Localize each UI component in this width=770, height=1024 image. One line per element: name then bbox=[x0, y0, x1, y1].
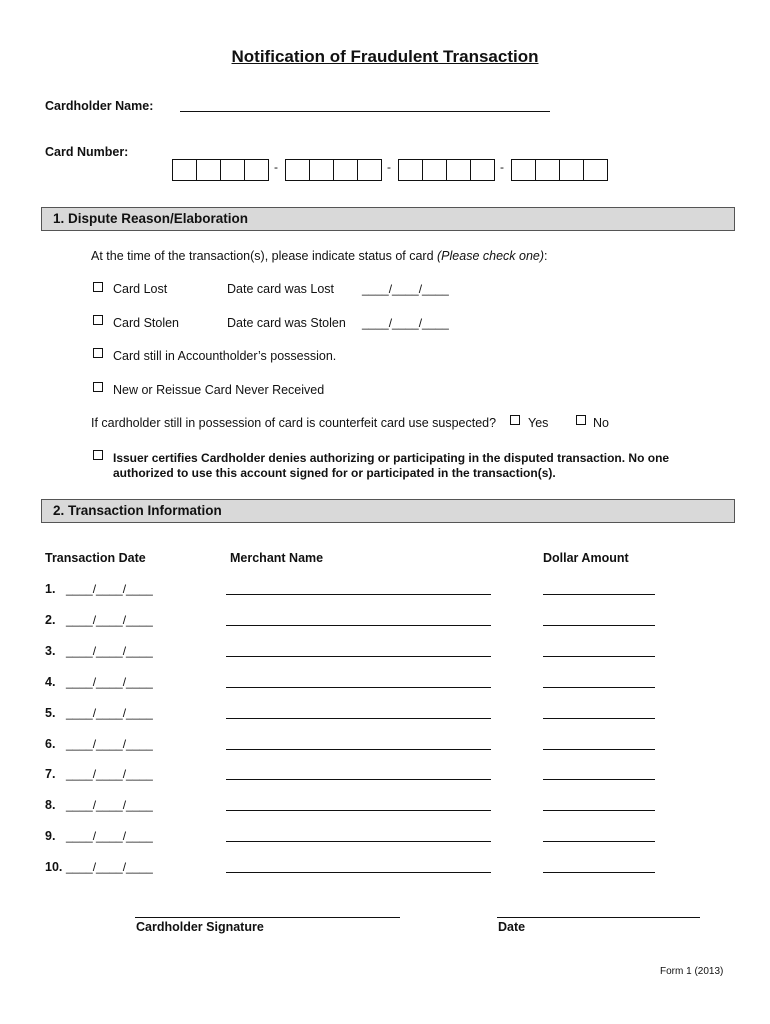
card-digit-box[interactable] bbox=[244, 159, 269, 181]
card-digit-box[interactable] bbox=[422, 159, 447, 181]
row-number: 4. bbox=[45, 675, 56, 689]
transaction-date-field[interactable]: ____/____/____ bbox=[66, 706, 153, 720]
still-in-possession-checkbox[interactable] bbox=[93, 348, 103, 358]
certification-line-2: authorized to use this account signed for or participated in the transaction(s). bbox=[113, 466, 556, 480]
card-digit-box[interactable] bbox=[220, 159, 245, 181]
never-received-checkbox[interactable] bbox=[93, 382, 103, 392]
signature-date-label: Date bbox=[498, 920, 526, 934]
card-number-label: Card Number: bbox=[45, 145, 129, 159]
dollar-amount-field[interactable] bbox=[543, 718, 655, 719]
row-number: 6. bbox=[45, 737, 56, 751]
card-digit-box[interactable] bbox=[357, 159, 382, 181]
merchant-name-field[interactable] bbox=[226, 872, 491, 873]
card-number-separator: - bbox=[274, 160, 278, 174]
intro-italic: (Please check one) bbox=[437, 249, 545, 263]
card-digit-box[interactable] bbox=[333, 159, 358, 181]
merchant-name-field[interactable] bbox=[226, 810, 491, 811]
cardholder-name-field[interactable] bbox=[180, 111, 550, 112]
column-dollar-amount: Dollar Amount bbox=[543, 551, 629, 565]
intro-suffix: : bbox=[544, 249, 548, 263]
card-number-group-2[interactable] bbox=[285, 159, 381, 181]
row-number: 8. bbox=[45, 798, 56, 812]
card-digit-box[interactable] bbox=[535, 159, 560, 181]
dollar-amount-field[interactable] bbox=[543, 810, 655, 811]
card-number-separator: - bbox=[387, 160, 391, 174]
dollar-amount-field[interactable] bbox=[543, 656, 655, 657]
dollar-amount-field[interactable] bbox=[543, 841, 655, 842]
card-digit-box[interactable] bbox=[172, 159, 197, 181]
signature-label: Cardholder Signature bbox=[136, 920, 264, 934]
counterfeit-question: If cardholder still in possession of card is counterfeit card use suspected? bbox=[91, 416, 497, 430]
card-digit-box[interactable] bbox=[446, 159, 471, 181]
transaction-date-field[interactable]: ____/____/____ bbox=[66, 737, 153, 751]
signature-date-field[interactable] bbox=[497, 917, 700, 918]
dollar-amount-field[interactable] bbox=[543, 594, 655, 595]
card-digit-box[interactable] bbox=[511, 159, 536, 181]
card-stolen-checkbox[interactable] bbox=[93, 315, 103, 325]
merchant-name-field[interactable] bbox=[226, 841, 491, 842]
dollar-amount-field[interactable] bbox=[543, 687, 655, 688]
transaction-date-field[interactable]: ____/____/____ bbox=[66, 829, 153, 843]
dollar-amount-field[interactable] bbox=[543, 779, 655, 780]
merchant-name-field[interactable] bbox=[226, 656, 491, 657]
counterfeit-no-label: No bbox=[593, 416, 609, 430]
card-number-group-3[interactable] bbox=[398, 159, 494, 181]
card-digit-box[interactable] bbox=[196, 159, 221, 181]
card-stolen-label: Card Stolen bbox=[113, 316, 180, 330]
transaction-date-field[interactable]: ____/____/____ bbox=[66, 644, 153, 658]
row-number: 2. bbox=[45, 613, 56, 627]
card-digit-box[interactable] bbox=[285, 159, 310, 181]
card-stolen-date-label: Date card was Stolen bbox=[227, 316, 346, 330]
card-status-intro bbox=[91, 249, 548, 263]
card-lost-date-field[interactable]: ____/____/____ bbox=[362, 282, 449, 296]
transaction-date-field[interactable]: ____/____/____ bbox=[66, 767, 153, 781]
transaction-date-field[interactable]: ____/____/____ bbox=[66, 798, 153, 812]
still-in-possession-label: Card still in Accountholder’s possession. bbox=[113, 349, 337, 363]
counterfeit-no-checkbox[interactable] bbox=[576, 415, 586, 425]
dollar-amount-field[interactable] bbox=[543, 872, 655, 873]
card-lost-checkbox[interactable] bbox=[93, 282, 103, 292]
card-digit-box[interactable] bbox=[559, 159, 584, 181]
row-number: 3. bbox=[45, 644, 56, 658]
card-digit-box[interactable] bbox=[398, 159, 423, 181]
dollar-amount-field[interactable] bbox=[543, 625, 655, 626]
card-number-group-1[interactable] bbox=[172, 159, 268, 181]
column-merchant-name: Merchant Name bbox=[230, 551, 324, 565]
merchant-name-field[interactable] bbox=[226, 718, 491, 719]
card-lost-date-label: Date card was Lost bbox=[227, 282, 334, 296]
card-stolen-date-field[interactable]: ____/____/____ bbox=[362, 316, 449, 330]
issuer-certification-checkbox[interactable] bbox=[93, 450, 103, 460]
page-title: Notification of Fraudulent Transaction bbox=[231, 47, 539, 66]
row-number: 5. bbox=[45, 706, 56, 720]
card-digit-box[interactable] bbox=[309, 159, 334, 181]
transaction-date-field[interactable]: ____/____/____ bbox=[66, 613, 153, 627]
section-1-heading: 1. Dispute Reason/Elaboration bbox=[41, 207, 735, 231]
card-number-group-4[interactable] bbox=[511, 159, 607, 181]
merchant-name-field[interactable] bbox=[226, 625, 491, 626]
row-number: 10. bbox=[45, 860, 63, 874]
card-digit-box[interactable] bbox=[583, 159, 608, 181]
counterfeit-yes-label: Yes bbox=[528, 416, 549, 430]
cardholder-name-label: Cardholder Name: bbox=[45, 99, 154, 113]
signature-field[interactable] bbox=[135, 917, 400, 918]
form-id: Form 1 (2013) bbox=[660, 966, 724, 977]
merchant-name-field[interactable] bbox=[226, 594, 491, 595]
row-number: 9. bbox=[45, 829, 56, 843]
merchant-name-field[interactable] bbox=[226, 779, 491, 780]
merchant-name-field[interactable] bbox=[226, 749, 491, 750]
dollar-amount-field[interactable] bbox=[543, 749, 655, 750]
row-number: 7. bbox=[45, 767, 56, 781]
merchant-name-field[interactable] bbox=[226, 687, 491, 688]
never-received-label: New or Reissue Card Never Received bbox=[113, 383, 325, 397]
row-number: 1. bbox=[45, 582, 56, 596]
counterfeit-yes-checkbox[interactable] bbox=[510, 415, 520, 425]
column-transaction-date: Transaction Date bbox=[45, 551, 146, 565]
transaction-date-field[interactable]: ____/____/____ bbox=[66, 675, 153, 689]
transaction-date-field[interactable]: ____/____/____ bbox=[66, 860, 153, 874]
card-digit-box[interactable] bbox=[470, 159, 495, 181]
card-lost-label: Card Lost bbox=[113, 282, 168, 296]
section-2-heading: 2. Transaction Information bbox=[41, 499, 735, 523]
certification-line-1: Issuer certifies Cardholder denies authorizing or participating in the disputed transaction. No one bbox=[113, 451, 670, 465]
transaction-date-field[interactable]: ____/____/____ bbox=[66, 582, 153, 596]
card-number-separator: - bbox=[500, 160, 504, 174]
intro-text: At the time of the transaction(s), please indicate status of card bbox=[91, 249, 438, 263]
